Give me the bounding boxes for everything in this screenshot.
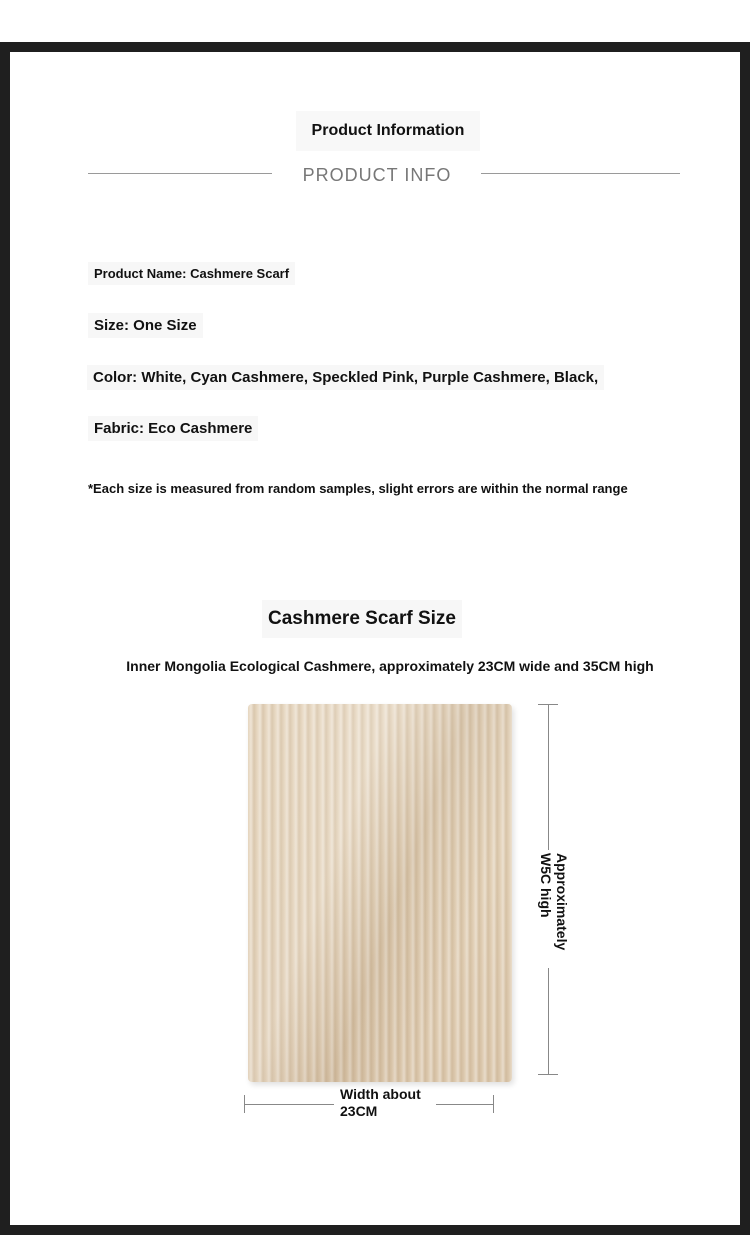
spec-color: Color: White, Cyan Cashmere, Speckled Pink, Purple Cashmere, Black, [87, 365, 604, 390]
section-subtitle: PRODUCT INFO [302, 165, 452, 185]
height-marker-bottom [538, 1074, 558, 1075]
height-line-upper [548, 704, 549, 850]
width-line-left [244, 1104, 334, 1105]
height-label: Approximately W5C high [538, 853, 570, 951]
content-area [10, 52, 740, 1225]
scarf-image-shading [248, 704, 512, 1082]
size-description: Inner Mongolia Ecological Cashmere, approximately 23CM wide and 35CM high [126, 658, 654, 674]
height-line-lower [548, 968, 549, 1074]
spec-fabric: Fabric: Eco Cashmere [88, 416, 258, 441]
divider-right [481, 173, 680, 174]
page-title: Product Information [296, 111, 480, 151]
spec-product-name: Product Name: Cashmere Scarf [88, 262, 295, 285]
spec-size: Size: One Size [88, 313, 203, 338]
divider-left [88, 173, 272, 174]
size-section-title: Cashmere Scarf Size [262, 600, 462, 638]
width-label: Width about 23CM [340, 1086, 421, 1119]
page-frame [0, 42, 750, 1235]
width-marker-right [493, 1095, 494, 1113]
measurement-note: *Each size is measured from random samples, slight errors are within the normal range [88, 481, 628, 496]
width-line-right [436, 1104, 493, 1105]
